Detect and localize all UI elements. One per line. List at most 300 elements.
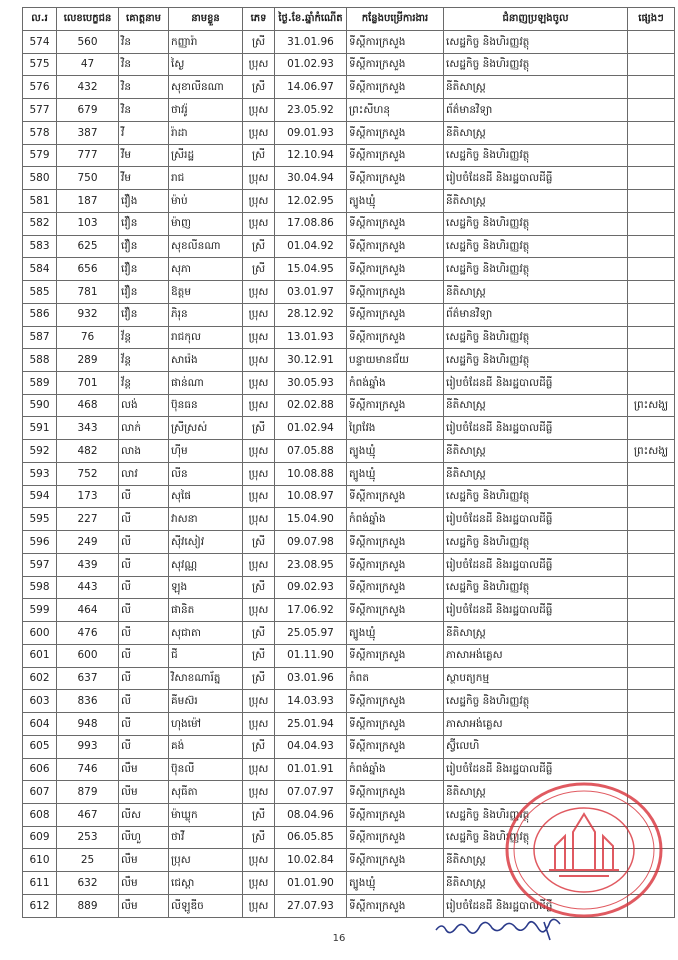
exam-number-cell: 227 <box>57 508 119 531</box>
exam-number-cell: 560 <box>57 31 119 54</box>
exam-number-cell: 932 <box>57 303 119 326</box>
sex-cell: ប្រុស <box>243 485 275 508</box>
table-row <box>23 508 675 531</box>
exam-major-cell: សេដ្ឋកិច្ច និងហិរញ្ញវត្ថុ <box>444 485 628 508</box>
table-row <box>23 622 675 645</box>
exam-number-cell: 249 <box>57 531 119 554</box>
given-name-cell: ផាន់ណា <box>169 372 243 395</box>
given-name-cell: សុផៃ <box>169 485 243 508</box>
exam-number-cell: 752 <box>57 462 119 485</box>
table-row <box>23 531 675 554</box>
exam-major-cell: នីតិសាស្ត្រ <box>444 849 628 872</box>
family-name-cell: លីម <box>119 781 169 804</box>
note-cell <box>628 508 675 531</box>
sex-cell: ប្រុស <box>243 690 275 713</box>
exam-major-cell: នីតិសាស្ត្រ <box>444 121 628 144</box>
exam-major-cell: ព័ត៌មានវិទ្យា <box>444 303 628 326</box>
family-name-cell: លីស <box>119 803 169 826</box>
given-name-cell: ប៊ុនធន <box>169 394 243 417</box>
table-row <box>23 212 675 235</box>
exam-major-cell: រៀបចំដែនដី និងរដ្ឋបាលដីធ្លី <box>444 758 628 781</box>
table-row <box>23 281 675 304</box>
table-row <box>23 394 675 417</box>
given-name-cell: កញ្ញារ៉ា <box>169 31 243 54</box>
sex-cell: ប្រុស <box>243 212 275 235</box>
row-number-cell: 606 <box>23 758 57 781</box>
row-number-cell: 589 <box>23 372 57 395</box>
note-cell <box>628 531 675 554</box>
exam-major-cell: រៀបចំដែនដី និងរដ្ឋបាលដីធ្លី <box>444 372 628 395</box>
row-number-cell: 587 <box>23 326 57 349</box>
row-number-cell: 591 <box>23 417 57 440</box>
sex-cell: ប្រុស <box>243 394 275 417</box>
date-of-birth-cell: 07.05.88 <box>275 440 347 463</box>
family-name-cell: វ័ន្ត <box>119 326 169 349</box>
workplace-cell: ទីស្តីការក្រសួង <box>347 31 444 54</box>
workplace-cell: កំពត <box>347 667 444 690</box>
row-number-cell: 600 <box>23 622 57 645</box>
exam-major-cell: រៀបចំដែនដី និងរដ្ឋបាលដីធ្លី <box>444 417 628 440</box>
row-number-cell: 597 <box>23 553 57 576</box>
table-row <box>23 303 675 326</box>
sex-cell: ប្រុស <box>243 440 275 463</box>
row-number-cell: 608 <box>23 803 57 826</box>
date-of-birth-cell: 23.08.95 <box>275 553 347 576</box>
exam-major-cell: ភាសាអង់គ្លេស <box>444 713 628 736</box>
exam-major-cell: សេដ្ឋកិច្ច និងហិរញ្ញវត្ថុ <box>444 803 628 826</box>
family-name-cell: លី <box>119 622 169 645</box>
exam-major-cell: នីតិសាស្ត្រ <box>444 872 628 895</box>
exam-major-cell: ស្វ៊ីលេហិ <box>444 735 628 758</box>
given-name-cell: គីមស៊រ <box>169 690 243 713</box>
workplace-cell: ទីស្តីការក្រសួង <box>347 690 444 713</box>
family-name-cell: វី <box>119 121 169 144</box>
exam-number-cell: 879 <box>57 781 119 804</box>
header-no: ល.រ <box>23 8 57 31</box>
date-of-birth-cell: 04.04.93 <box>275 735 347 758</box>
family-name-cell: វឿន <box>119 281 169 304</box>
exam-number-cell: 468 <box>57 394 119 417</box>
table-row <box>23 76 675 99</box>
date-of-birth-cell: 10.08.97 <box>275 485 347 508</box>
row-number-cell: 596 <box>23 531 57 554</box>
workplace-cell: ទីស្តីការក្រសួង <box>347 53 444 76</box>
family-name-cell: វឿន <box>119 303 169 326</box>
row-number-cell: 607 <box>23 781 57 804</box>
exam-major-cell: សេដ្ឋកិច្ច និងហិរញ្ញវត្ថុ <box>444 326 628 349</box>
family-name-cell: លាក់ <box>119 417 169 440</box>
row-number-cell: 609 <box>23 826 57 849</box>
table-row <box>23 576 675 599</box>
table-row <box>23 713 675 736</box>
sex-cell: ស្រី <box>243 735 275 758</box>
sex-cell: ស្រី <box>243 235 275 258</box>
given-name-cell: ស្ងៃ <box>169 53 243 76</box>
given-name-cell: ជេស្តា <box>169 872 243 895</box>
workplace-cell: ទីស្តីការក្រសួង <box>347 235 444 258</box>
exam-major-cell: រៀបចំដែនដី និងរដ្ឋបាលដីធ្លី <box>444 553 628 576</box>
workplace-cell: ទីស្តីការក្រសួង <box>347 803 444 826</box>
note-cell <box>628 303 675 326</box>
exam-major-cell: នីតិសាស្ត្រ <box>444 781 628 804</box>
row-number-cell: 603 <box>23 690 57 713</box>
given-name-cell: ជី <box>169 644 243 667</box>
date-of-birth-cell: 31.01.96 <box>275 31 347 54</box>
row-number-cell: 574 <box>23 31 57 54</box>
family-name-cell: លី <box>119 576 169 599</box>
workplace-cell: ទីស្តីការក្រសួង <box>347 121 444 144</box>
family-name-cell: វឿង <box>119 190 169 213</box>
row-number-cell: 610 <box>23 849 57 872</box>
family-name-cell: លី <box>119 690 169 713</box>
date-of-birth-cell: 13.01.93 <box>275 326 347 349</box>
given-name-cell: ម៉ាប់ <box>169 190 243 213</box>
exam-number-cell: 476 <box>57 622 119 645</box>
given-name-cell: ប្រុស <box>169 849 243 872</box>
header-major: ជំនាញប្រឡងចូល <box>444 8 628 31</box>
table-row <box>23 667 675 690</box>
note-cell <box>628 462 675 485</box>
sex-cell: ប្រុស <box>243 872 275 895</box>
workplace-cell: ទីស្តីការក្រសួង <box>347 394 444 417</box>
exam-major-cell: រៀបចំដែនដី និងរដ្ឋបាលដីធ្លី <box>444 508 628 531</box>
exam-number-cell: 889 <box>57 894 119 917</box>
note-cell <box>628 417 675 440</box>
sex-cell: ប្រុស <box>243 121 275 144</box>
header-workplace: កន្លែងបម្រើការងារ <box>347 8 444 31</box>
note-cell <box>628 553 675 576</box>
date-of-birth-cell: 01.01.90 <box>275 872 347 895</box>
given-name-cell: ភិរុន <box>169 303 243 326</box>
workplace-cell: ព្រះសីហនុ <box>347 99 444 122</box>
sex-cell: ស្រី <box>243 31 275 54</box>
family-name-cell: លី <box>119 599 169 622</box>
workplace-cell: ទីស្តីការក្រសួង <box>347 644 444 667</box>
family-name-cell: លី <box>119 735 169 758</box>
note-cell <box>628 76 675 99</box>
family-name-cell: លី <box>119 644 169 667</box>
date-of-birth-cell: 03.01.96 <box>275 667 347 690</box>
family-name-cell: វិន <box>119 76 169 99</box>
row-number-cell: 578 <box>23 121 57 144</box>
table-row <box>23 235 675 258</box>
exam-number-cell: 625 <box>57 235 119 258</box>
workplace-cell: ទីស្តីការក្រសួង <box>347 281 444 304</box>
sex-cell: ស្រី <box>243 803 275 826</box>
sex-cell: ប្រុស <box>243 99 275 122</box>
sex-cell: ប្រុស <box>243 372 275 395</box>
given-name-cell: សារ៉េង <box>169 349 243 372</box>
workplace-cell: ទីស្តីការក្រសួង <box>347 826 444 849</box>
note-cell <box>628 735 675 758</box>
date-of-birth-cell: 10.08.88 <box>275 462 347 485</box>
table-row <box>23 440 675 463</box>
date-of-birth-cell: 01.02.93 <box>275 53 347 76</box>
sex-cell: ប្រុស <box>243 508 275 531</box>
date-of-birth-cell: 07.07.97 <box>275 781 347 804</box>
sex-cell: ប្រុស <box>243 849 275 872</box>
workplace-cell: កំពង់ឆ្នាំង <box>347 508 444 531</box>
note-cell <box>628 713 675 736</box>
date-of-birth-cell: 01.01.91 <box>275 758 347 781</box>
exam-number-cell: 464 <box>57 599 119 622</box>
workplace-cell: ទីស្តីការក្រសួង <box>347 76 444 99</box>
family-name-cell: វិន <box>119 99 169 122</box>
sex-cell: ប្រុស <box>243 713 275 736</box>
exam-number-cell: 187 <box>57 190 119 213</box>
note-cell <box>628 576 675 599</box>
exam-major-cell: ភាសាអង់គ្លេស <box>444 644 628 667</box>
header-note: ផ្សេងៗ <box>628 8 675 31</box>
row-number-cell: 579 <box>23 144 57 167</box>
workplace-cell: បន្ទាយមានជ័យ <box>347 349 444 372</box>
row-number-cell: 584 <box>23 258 57 281</box>
given-name-cell: សុវណ្ណ <box>169 553 243 576</box>
exam-number-cell: 289 <box>57 349 119 372</box>
exam-number-cell: 656 <box>57 258 119 281</box>
workplace-cell: ព្រៃវែង <box>347 417 444 440</box>
exam-major-cell: សេដ្ឋកិច្ច និងហិរញ្ញវត្ថុ <box>444 144 628 167</box>
workplace-cell: ត្បូងឃ្មុំ <box>347 872 444 895</box>
exam-major-cell: សេដ្ឋកិច្ច និងហិរញ្ញវត្ថុ <box>444 349 628 372</box>
sex-cell: ប្រុស <box>243 349 275 372</box>
table-row <box>23 190 675 213</box>
row-number-cell: 592 <box>23 440 57 463</box>
header-exam-no: លេខបេក្ខជន <box>57 8 119 31</box>
exam-number-cell: 432 <box>57 76 119 99</box>
given-name-cell: លីន <box>169 462 243 485</box>
workplace-cell: ទីស្តីការក្រសួង <box>347 212 444 235</box>
exam-number-cell: 343 <box>57 417 119 440</box>
family-name-cell: លី <box>119 531 169 554</box>
sex-cell: ស្រី <box>243 667 275 690</box>
date-of-birth-cell: 03.01.97 <box>275 281 347 304</box>
given-name-cell: សុខាលីនណា <box>169 76 243 99</box>
exam-major-cell: នីតិសាស្ត្រ <box>444 281 628 304</box>
note-cell <box>628 144 675 167</box>
table-row <box>23 121 675 144</box>
date-of-birth-cell: 06.05.85 <box>275 826 347 849</box>
note-cell <box>628 190 675 213</box>
given-name-cell: ថាវី <box>169 826 243 849</box>
row-number-cell: 594 <box>23 485 57 508</box>
exam-number-cell: 777 <box>57 144 119 167</box>
row-number-cell: 601 <box>23 644 57 667</box>
header-dob: ថ្ងៃ.ខែ.ឆ្នាំកំណើត <box>275 8 347 31</box>
note-cell <box>628 281 675 304</box>
family-name-cell: វឿន <box>119 235 169 258</box>
note-cell <box>628 599 675 622</box>
table-header-row <box>23 8 675 31</box>
date-of-birth-cell: 30.12.91 <box>275 349 347 372</box>
table-row <box>23 735 675 758</box>
exam-major-cell: ស្ថាបត្យកម្ម <box>444 667 628 690</box>
date-of-birth-cell: 27.07.93 <box>275 894 347 917</box>
exam-number-cell: 679 <box>57 99 119 122</box>
date-of-birth-cell: 23.05.92 <box>275 99 347 122</box>
date-of-birth-cell: 15.04.95 <box>275 258 347 281</box>
exam-major-cell: រៀបចំដែនដី និងរដ្ឋបាលដីធ្លី <box>444 894 628 917</box>
given-name-cell: រាជកុល <box>169 326 243 349</box>
given-name-cell: រាជ <box>169 167 243 190</box>
header-family-name: គោត្តនាម <box>119 8 169 31</box>
date-of-birth-cell: 12.10.94 <box>275 144 347 167</box>
official-seal <box>503 780 665 920</box>
family-name-cell: លឹម <box>119 872 169 895</box>
row-number-cell: 580 <box>23 167 57 190</box>
given-name-cell: ឡុង <box>169 576 243 599</box>
table-row <box>23 326 675 349</box>
given-name-cell: ហ៊ីម <box>169 440 243 463</box>
row-number-cell: 599 <box>23 599 57 622</box>
family-name-cell: លី <box>119 508 169 531</box>
family-name-cell: លឹម <box>119 758 169 781</box>
note-cell <box>628 758 675 781</box>
workplace-cell: ទីស្តីការក្រសួង <box>347 599 444 622</box>
exam-number-cell: 948 <box>57 713 119 736</box>
family-name-cell: វ័ន្ត <box>119 349 169 372</box>
sex-cell: ប្រុស <box>243 190 275 213</box>
row-number-cell: 612 <box>23 894 57 917</box>
table-row <box>23 758 675 781</box>
workplace-cell: ទីស្តីការក្រសួង <box>347 576 444 599</box>
workplace-cell: ត្បូងឃ្មុំ <box>347 440 444 463</box>
table-row <box>23 417 675 440</box>
family-name-cell: លី <box>119 485 169 508</box>
exam-major-cell: សេដ្ឋកិច្ច និងហិរញ្ញវត្ថុ <box>444 212 628 235</box>
exam-number-cell: 632 <box>57 872 119 895</box>
sex-cell: ស្រី <box>243 576 275 599</box>
note-cell <box>628 53 675 76</box>
row-number-cell: 598 <box>23 576 57 599</box>
given-name-cell: រ៉ាដា <box>169 121 243 144</box>
given-name-cell: ម៉ាញ <box>169 212 243 235</box>
exam-number-cell: 76 <box>57 326 119 349</box>
exam-major-cell: នីតិសាស្ត្រ <box>444 190 628 213</box>
row-number-cell: 586 <box>23 303 57 326</box>
workplace-cell: កំពង់ឆ្នាំង <box>347 758 444 781</box>
family-name-cell: លឹម <box>119 849 169 872</box>
table-row <box>23 349 675 372</box>
row-number-cell: 588 <box>23 349 57 372</box>
given-name-cell: វិសាខណារ័ត្ន <box>169 667 243 690</box>
exam-major-cell: សេដ្ឋកិច្ច និងហិរញ្ញវត្ថុ <box>444 826 628 849</box>
date-of-birth-cell: 28.12.92 <box>275 303 347 326</box>
family-name-cell: លី <box>119 667 169 690</box>
row-number-cell: 575 <box>23 53 57 76</box>
given-name-cell: ស្រីស្រស់ <box>169 417 243 440</box>
sex-cell: ស្រី <box>243 258 275 281</box>
table-row <box>23 258 675 281</box>
family-name-cell: លង់ <box>119 394 169 417</box>
date-of-birth-cell: 30.04.94 <box>275 167 347 190</box>
workplace-cell: ទីស្តីការក្រសួង <box>347 531 444 554</box>
family-name-cell: វីម <box>119 144 169 167</box>
note-cell <box>628 644 675 667</box>
family-name-cell: លឹម <box>119 894 169 917</box>
row-number-cell: 581 <box>23 190 57 213</box>
given-name-cell: គង់ <box>169 735 243 758</box>
exam-major-cell: សេដ្ឋកិច្ច និងហិរញ្ញវត្ថុ <box>444 690 628 713</box>
exam-number-cell: 482 <box>57 440 119 463</box>
exam-major-cell: សេដ្ឋកិច្ច និងហិរញ្ញវត្ថុ <box>444 235 628 258</box>
date-of-birth-cell: 09.07.98 <box>275 531 347 554</box>
table-row <box>23 599 675 622</box>
exam-major-cell: នីតិសាស្ត្រ <box>444 76 628 99</box>
sex-cell: ប្រុស <box>243 53 275 76</box>
row-number-cell: 602 <box>23 667 57 690</box>
date-of-birth-cell: 10.02.84 <box>275 849 347 872</box>
row-number-cell: 576 <box>23 76 57 99</box>
date-of-birth-cell: 15.04.90 <box>275 508 347 531</box>
row-number-cell: 604 <box>23 713 57 736</box>
row-number-cell: 585 <box>23 281 57 304</box>
note-cell <box>628 349 675 372</box>
table-row <box>23 553 675 576</box>
sex-cell: ស្រី <box>243 76 275 99</box>
exam-number-cell: 750 <box>57 167 119 190</box>
sex-cell: ប្រុស <box>243 758 275 781</box>
given-name-cell: ថាវរ៉ូ <box>169 99 243 122</box>
note-cell <box>628 485 675 508</box>
sex-cell: ស្រី <box>243 622 275 645</box>
row-number-cell: 611 <box>23 872 57 895</box>
sex-cell: ស្រី <box>243 826 275 849</box>
workplace-cell: ទីស្តីការក្រសួង <box>347 781 444 804</box>
date-of-birth-cell: 01.11.90 <box>275 644 347 667</box>
sex-cell: ប្រុស <box>243 894 275 917</box>
given-name-cell: ស្រីរដ្ឋ <box>169 144 243 167</box>
note-cell <box>628 31 675 54</box>
sex-cell: ប្រុស <box>243 167 275 190</box>
exam-major-cell: នីតិសាស្ត្រ <box>444 440 628 463</box>
sex-cell: ប្រុស <box>243 781 275 804</box>
exam-number-cell: 637 <box>57 667 119 690</box>
given-name-cell: ផានិត <box>169 599 243 622</box>
workplace-cell: ទីស្តីការក្រសួង <box>347 303 444 326</box>
exam-number-cell: 467 <box>57 803 119 826</box>
note-cell <box>628 690 675 713</box>
page-number: 16 <box>332 933 346 944</box>
given-name-cell: ស៊ីវសៀវ <box>169 531 243 554</box>
given-name-cell: វាសនា <box>169 508 243 531</box>
sex-cell: ស្រី <box>243 417 275 440</box>
table-row <box>23 99 675 122</box>
family-name-cell: លាង <box>119 440 169 463</box>
exam-number-cell: 781 <box>57 281 119 304</box>
given-name-cell: សុជាតា <box>169 622 243 645</box>
row-number-cell: 595 <box>23 508 57 531</box>
sex-cell: ប្រុស <box>243 326 275 349</box>
workplace-cell: ទីស្តីការក្រសួង <box>347 849 444 872</box>
given-name-cell: ឱត្តម <box>169 281 243 304</box>
workplace-cell: ទីស្តីការក្រសួង <box>347 485 444 508</box>
given-name-cell: សុខលីនណា <box>169 235 243 258</box>
exam-major-cell: សេដ្ឋកិច្ច និងហិរញ្ញវត្ថុ <box>444 31 628 54</box>
date-of-birth-cell: 08.04.96 <box>275 803 347 826</box>
given-name-cell: សុភា <box>169 258 243 281</box>
workplace-cell: ទីស្តីការក្រសួង <box>347 167 444 190</box>
family-name-cell: លី <box>119 713 169 736</box>
date-of-birth-cell: 01.04.92 <box>275 235 347 258</box>
row-number-cell: 582 <box>23 212 57 235</box>
workplace-cell: ទីស្តីការក្រសួង <box>347 713 444 736</box>
sex-cell: ស្រី <box>243 531 275 554</box>
table-row <box>23 167 675 190</box>
sex-cell: ស្រី <box>243 144 275 167</box>
exam-major-cell: នីតិសាស្ត្រ <box>444 394 628 417</box>
family-name-cell: វ័ន្ត <box>119 372 169 395</box>
